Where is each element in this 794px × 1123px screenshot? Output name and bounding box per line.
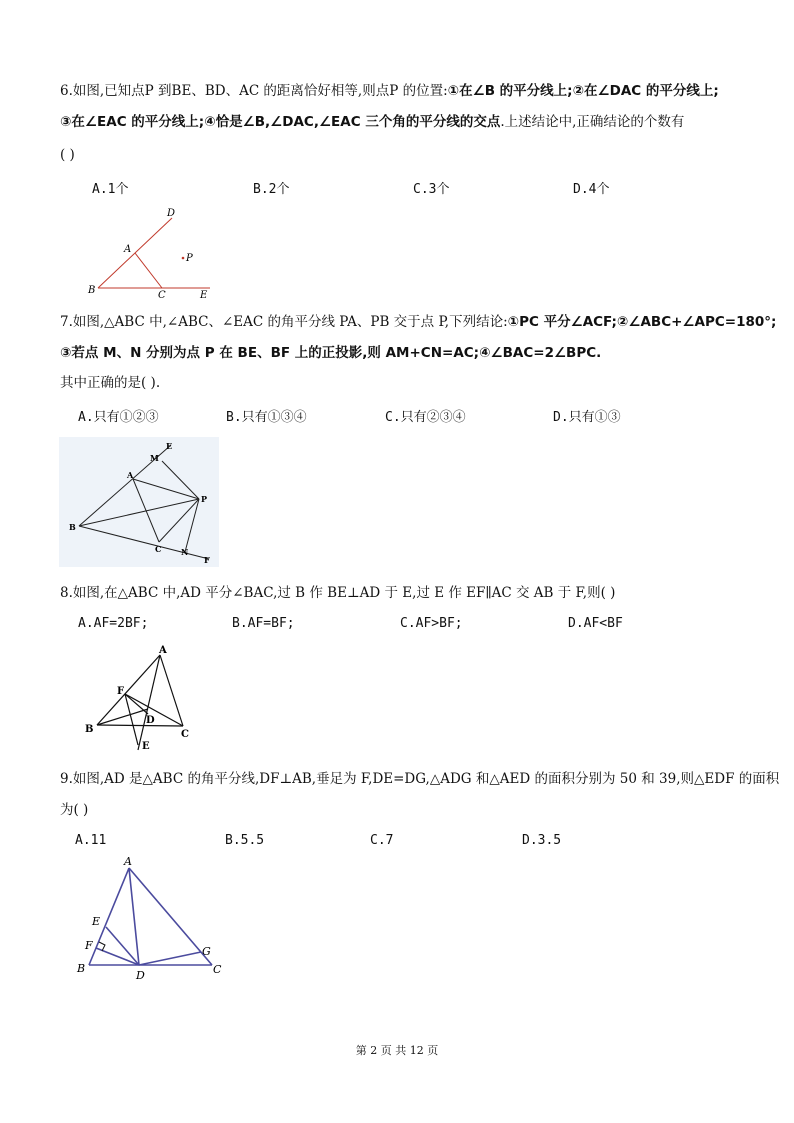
- q8-label-c: C: [181, 729, 189, 740]
- q6-text-line1: [60, 82, 719, 100]
- q6-label-p: P: [186, 253, 193, 264]
- q6-point-p: [182, 257, 185, 260]
- q9-line-gd: [139, 952, 201, 965]
- q6-label-a: A: [124, 244, 132, 255]
- q8-label-d: D: [146, 715, 155, 726]
- q9-label-a: A: [124, 855, 132, 868]
- q6-option-a: A.1个: [92, 182, 129, 197]
- q7-option-c: C.只有②③④: [385, 410, 466, 425]
- q7-label-e: E: [166, 441, 173, 451]
- q6-line-ac: [135, 253, 162, 288]
- q9-label-g: G: [202, 945, 211, 958]
- q9-option-c: C.7: [370, 833, 394, 848]
- q6-text-line1-b: ①在∠B 的平分线上;②在∠DAC 的平分线上;: [447, 83, 719, 99]
- q8-option-a: A.AF=2BF;: [78, 616, 149, 631]
- q8-option-d: D.AF<BF: [568, 616, 623, 631]
- page-footer: 第 2 页 共 12 页: [355, 1044, 439, 1057]
- q9-label-f: F: [85, 939, 93, 952]
- q9-label-e: E: [92, 915, 101, 928]
- q9-label-c: C: [213, 963, 222, 976]
- q8-label-b: B: [85, 724, 94, 735]
- q8-label-a: A: [159, 645, 167, 656]
- q7-text-line1: [60, 313, 776, 331]
- q9-label-d: D: [136, 969, 145, 982]
- q9-text-line1: 9.如图,AD 是△ABC 的角平分线,DF⊥AB,垂足为 F,DE=DG,△ADG 和△AED 的面积分别为 50 和 39,则△EDF 的面积: [60, 771, 780, 787]
- q6-option-d: D.4个: [573, 182, 610, 197]
- q6-label-e: E: [200, 290, 208, 300]
- q8-option-c: C.AF>BF;: [400, 616, 463, 631]
- q9-line-ac: [129, 868, 212, 965]
- q9-line-ad: [129, 868, 139, 965]
- q6-option-c: C.3个: [413, 182, 450, 197]
- q7-text-line2: ③若点 M、N 分别为点 P 在 BE、BF 上的正投影,则 AM+CN=AC;④∠BAC=2∠BPC.: [60, 345, 602, 361]
- q7-label-m: M: [150, 453, 159, 463]
- q7-figure: [59, 437, 219, 567]
- q6-figure: [80, 200, 230, 300]
- q7-option-a: A.只有①②③: [78, 410, 159, 425]
- q8-text-line1: 8.如图,在△ABC 中,AD 平分∠BAC,过 B 作 BE⊥AD 于 E,过 E 作 EF∥AC 交 AB 于 F,则( ): [60, 585, 616, 601]
- q6-text-line2-a: .上述结论中,正确结论的个数有: [500, 114, 685, 130]
- q7-label-f: F: [204, 555, 210, 565]
- q6-label-d: D: [167, 208, 176, 219]
- q8-figure: [80, 640, 210, 755]
- q7-label-n: N: [181, 547, 189, 557]
- q6-text-line2: [60, 113, 684, 131]
- q7-label-b: B: [69, 522, 76, 532]
- q9-option-d: D.3.5: [522, 833, 562, 848]
- q9-text-line2: 为( ): [60, 802, 89, 818]
- q7-label-c: C: [155, 544, 162, 554]
- q6-option-b: B.2个: [253, 182, 290, 197]
- q9-label-b: B: [77, 962, 86, 975]
- q7-text-line1-b: ①PC 平分∠ACF;②∠ABC+∠APC=180°;: [507, 314, 777, 330]
- q9-option-a: A.11: [75, 833, 107, 848]
- q8-option-b: B.AF=BF;: [232, 616, 295, 631]
- q8-line-fd: [125, 694, 148, 714]
- q6-text-line3: ( ): [60, 147, 75, 163]
- q9-figure: [75, 852, 235, 982]
- q6-text-line2-b: ③在∠EAC 的平分线上;④恰是∠B,∠DAC,∠EAC 三个角的平分线的交点: [60, 114, 501, 130]
- q6-label-c: C: [158, 290, 166, 300]
- q9-option-b: B.5.5: [225, 833, 265, 848]
- q6-text-line1-a: 6.如图,已知点P 到BE、BD、AC 的距离恰好相等,则点P 的位置:: [60, 83, 448, 99]
- q7-figure-background: [59, 437, 219, 567]
- q7-label-a: A: [127, 470, 134, 480]
- q7-option-d: D.只有①③: [553, 410, 621, 425]
- q7-option-b: B.只有①③④: [226, 410, 307, 425]
- q6-label-b: B: [88, 285, 96, 296]
- q8-line-bc: [97, 725, 183, 726]
- q8-line-ef: [125, 694, 138, 745]
- q7-text-line1-a: 7.如图,△ABC 中,∠ABC、∠EAC 的角平分线 PA、PB 交于点 P,下列结论:: [60, 314, 508, 330]
- q7-text-line3: 其中正确的是( ).: [60, 375, 161, 391]
- q7-label-p: P: [201, 494, 208, 504]
- q8-label-f: F: [117, 686, 125, 697]
- q8-label-e: E: [142, 741, 150, 752]
